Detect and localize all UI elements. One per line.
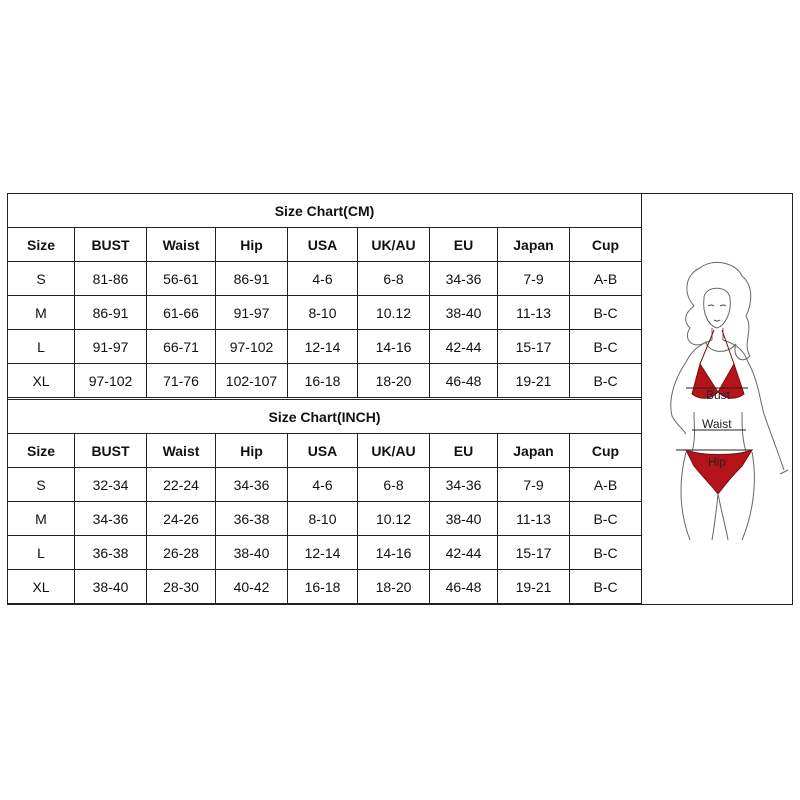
table-cell: 66-71 [147,330,216,364]
table-cell: 36-38 [75,536,147,570]
table-cell: 7-9 [498,468,570,502]
table-cell: M [8,502,75,536]
table-cell: 18-20 [358,364,430,398]
table-cell: S [8,468,75,502]
table-cell: 6-8 [358,468,430,502]
table-cell: A-B [570,262,642,296]
column-header: Hip [216,434,288,468]
column-header: Hip [216,228,288,262]
table-cell: 19-21 [498,570,570,604]
table-row [8,536,642,570]
table-cell: 38-40 [75,570,147,604]
table-cell: M [8,296,75,330]
table-cell: 102-107 [216,364,288,398]
table-cell: 14-16 [358,536,430,570]
table-cell: B-C [570,330,642,364]
table-cell: 34-36 [430,468,498,502]
column-header: EU [430,228,498,262]
table-cell: S [8,262,75,296]
table-cell: 8-10 [288,296,358,330]
table-row [8,262,642,296]
table-cell: 97-102 [75,364,147,398]
column-header: Size [8,434,75,468]
table-row [8,570,642,604]
table-cell: 15-17 [498,536,570,570]
column-header: Size [8,228,75,262]
body-measurement-figure [641,193,793,605]
table-cell: 36-38 [216,502,288,536]
table-cell: 10.12 [358,502,430,536]
table-cell: 12-14 [288,536,358,570]
table-cell: 56-61 [147,262,216,296]
table-cell: 8-10 [288,502,358,536]
column-header: Cup [570,228,642,262]
column-header: Waist [147,434,216,468]
table-cell: 11-13 [498,296,570,330]
table-cell: 32-34 [75,468,147,502]
table-cell: 14-16 [358,330,430,364]
table-cell: 38-40 [216,536,288,570]
table-cell: 11-13 [498,502,570,536]
table-title-row [8,400,642,434]
table-cell: B-C [570,502,642,536]
size-table-inch [7,399,642,604]
table-cell: 16-18 [288,364,358,398]
table-cell: 86-91 [216,262,288,296]
table-title: Size Chart(CM) [8,194,642,228]
table-cell: 97-102 [216,330,288,364]
table-title: Size Chart(INCH) [8,400,642,434]
table-cell: 81-86 [75,262,147,296]
left-arm [671,362,686,434]
table-cell: 22-24 [147,468,216,502]
table-cell: 10.12 [358,296,430,330]
table-cell: 4-6 [288,262,358,296]
table-cell: 38-40 [430,296,498,330]
table-cell: 34-36 [75,502,147,536]
table-cell: XL [8,364,75,398]
right-arm [748,362,788,474]
table-cell: 61-66 [147,296,216,330]
table-cell: 40-42 [216,570,288,604]
table-cell: 46-48 [430,364,498,398]
table-row [8,364,642,398]
table-header-row [8,228,642,262]
table-cell: 86-91 [75,296,147,330]
column-header: UK/AU [358,228,430,262]
table-cell: B-C [570,570,642,604]
column-header: USA [288,434,358,468]
table-cell: 46-48 [430,570,498,604]
table-row [8,502,642,536]
table-cell: 16-18 [288,570,358,604]
table-cell: 34-36 [216,468,288,502]
bust-label: Bust [706,388,731,402]
table-cell: B-C [570,364,642,398]
woman-figure-illustration [642,194,792,604]
column-header: USA [288,228,358,262]
column-header: BUST [75,434,147,468]
table-cell: 42-44 [430,536,498,570]
table-cell: 24-26 [147,502,216,536]
column-header: Japan [498,228,570,262]
table-row [8,330,642,364]
column-header: BUST [75,228,147,262]
table-cell: 4-6 [288,468,358,502]
table-cell: XL [8,570,75,604]
size-table-cm [7,193,642,398]
table-cell: 28-30 [147,570,216,604]
column-header: EU [430,434,498,468]
table-cell: A-B [570,468,642,502]
table-cell: 18-20 [358,570,430,604]
table-row [8,468,642,502]
table-cell: 71-76 [147,364,216,398]
table-cell: L [8,536,75,570]
table-cell: 42-44 [430,330,498,364]
table-cell: 26-28 [147,536,216,570]
table-title-row [8,194,642,228]
table-header-row [8,434,642,468]
table-row [8,296,642,330]
table-cell: 91-97 [216,296,288,330]
table-cell: 91-97 [75,330,147,364]
column-header: Cup [570,434,642,468]
column-header: Waist [147,228,216,262]
table-cell: 12-14 [288,330,358,364]
table-cell: 19-21 [498,364,570,398]
table-cell: 34-36 [430,262,498,296]
table-cell: 38-40 [430,502,498,536]
hip-label: Hip [708,455,727,469]
table-cell: 7-9 [498,262,570,296]
table-cell: B-C [570,296,642,330]
waist-label: Waist [702,417,732,431]
column-header: UK/AU [358,434,430,468]
column-header: Japan [498,434,570,468]
table-cell: L [8,330,75,364]
table-cell: B-C [570,536,642,570]
table-cell: 6-8 [358,262,430,296]
table-cell: 15-17 [498,330,570,364]
